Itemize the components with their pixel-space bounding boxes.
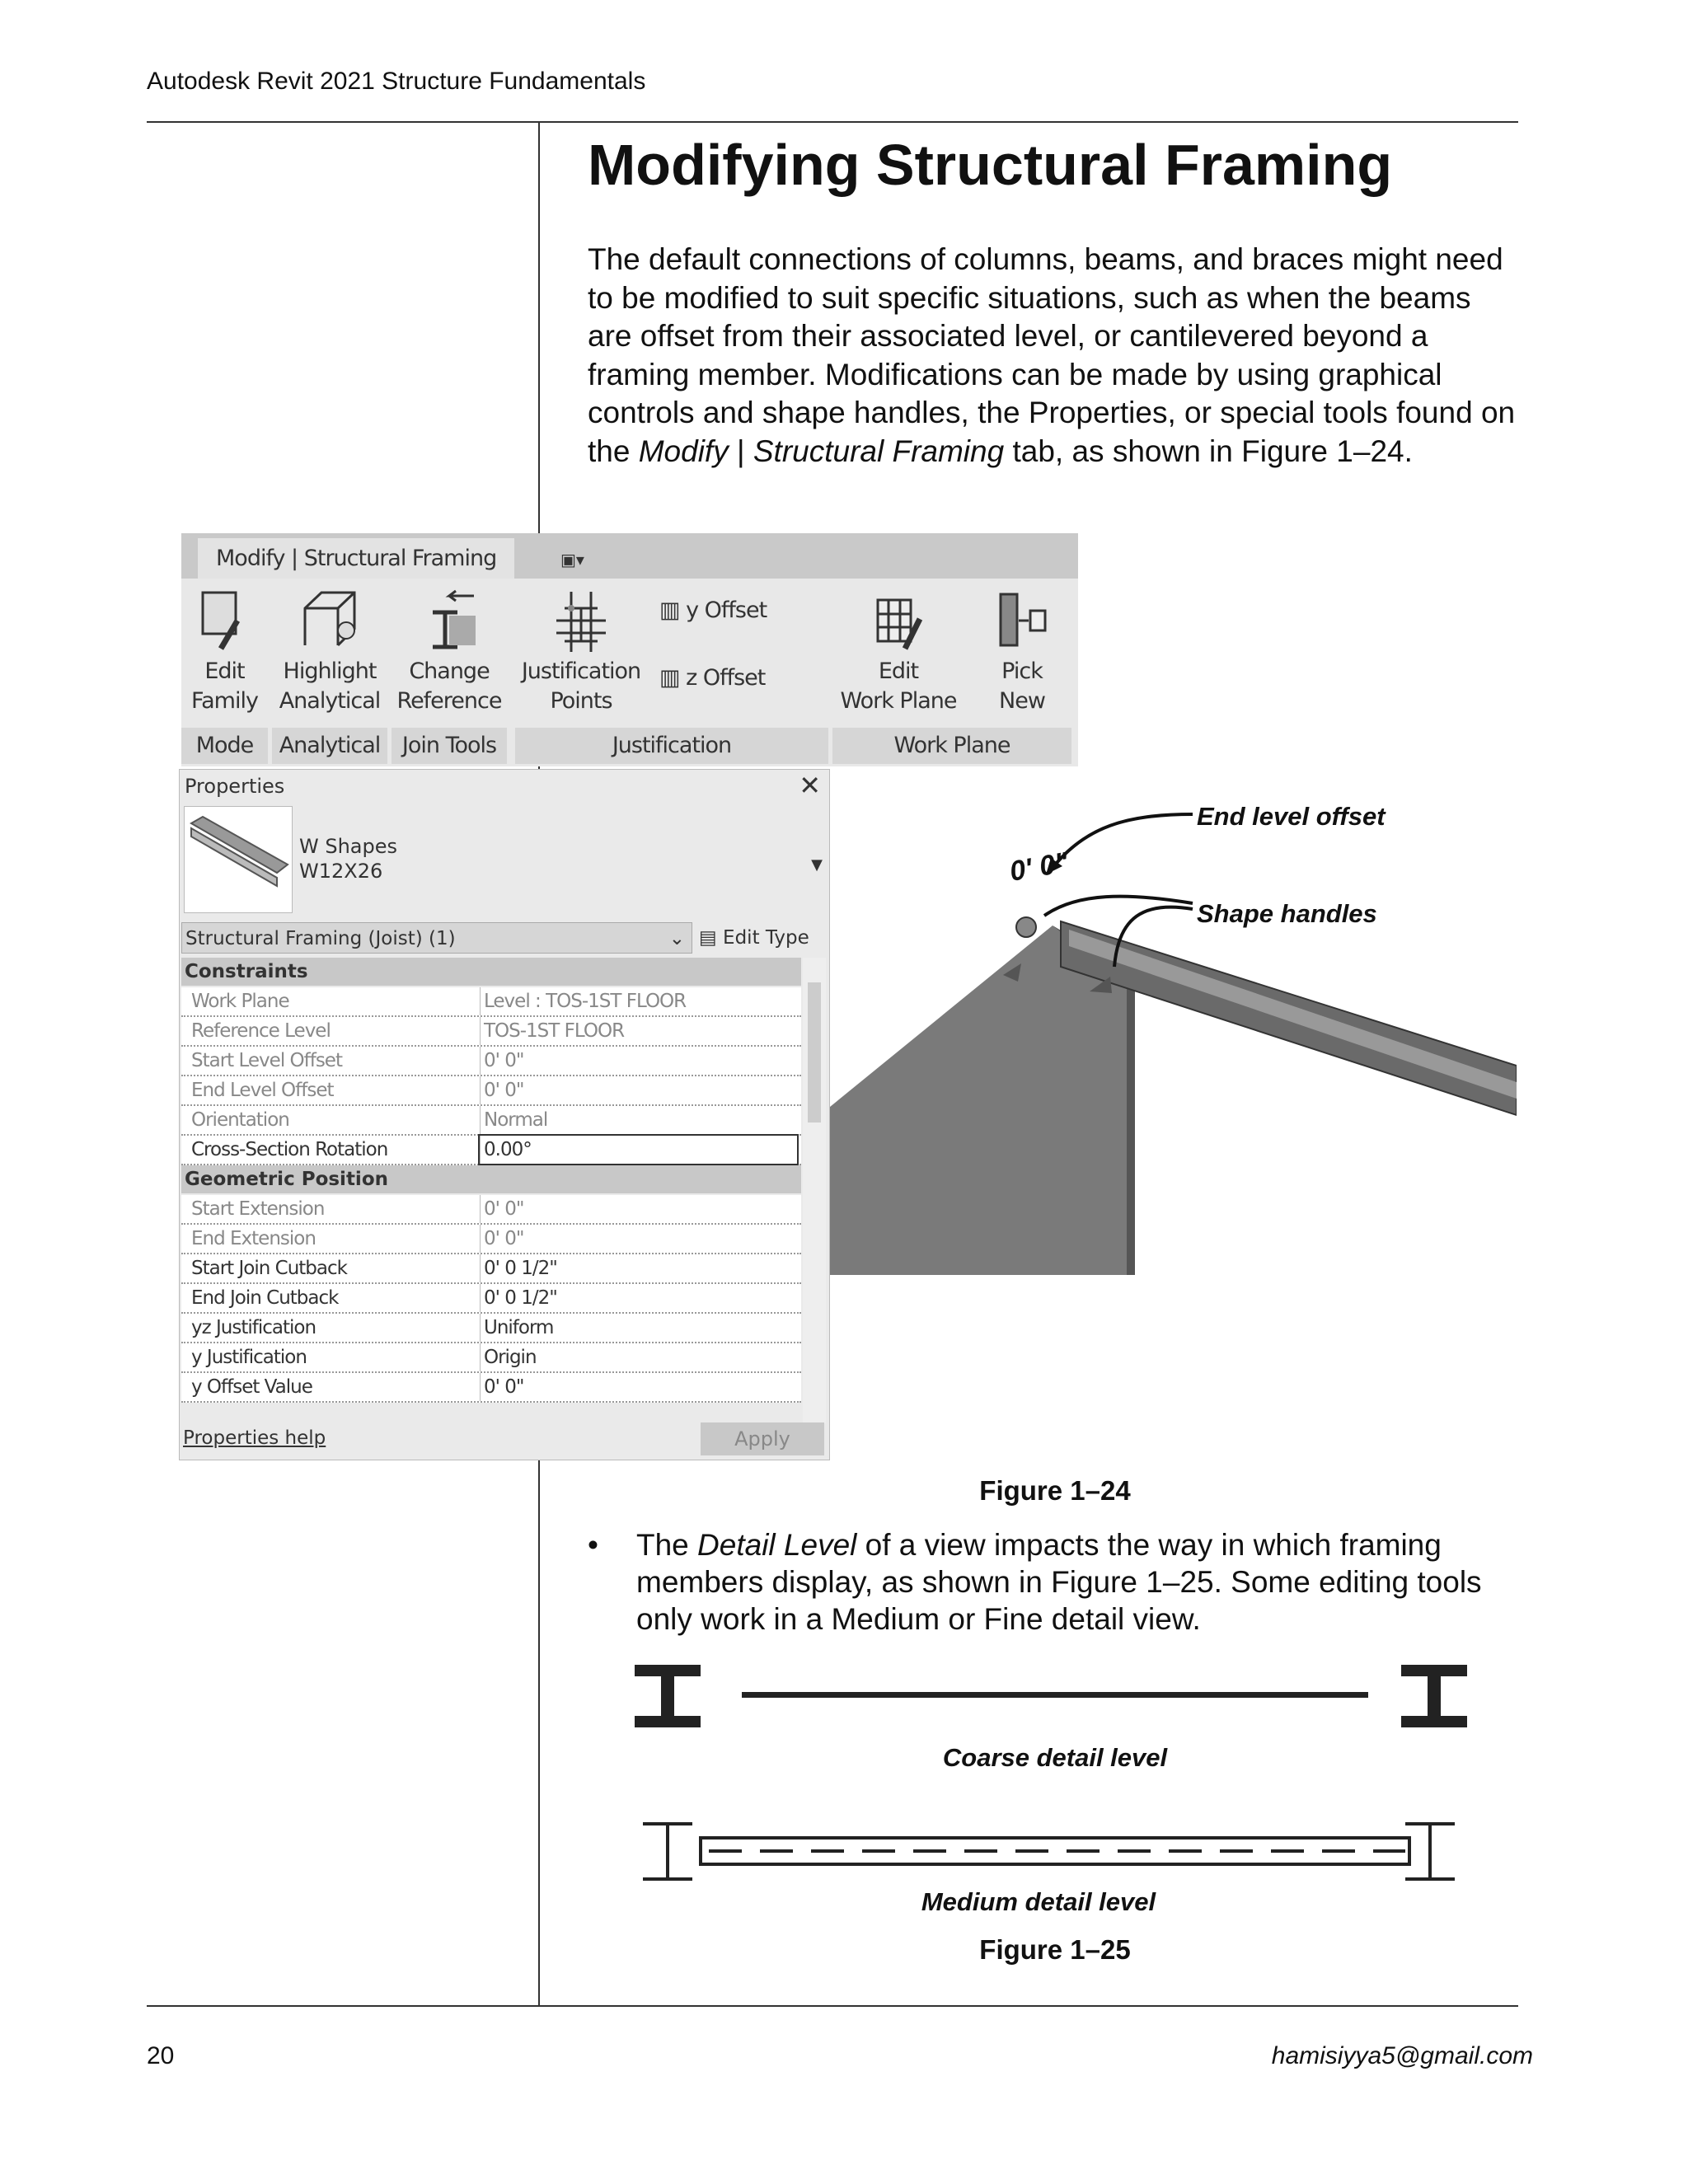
property-row[interactable]: [181, 1254, 801, 1284]
property-value[interactable]: Uniform: [480, 1314, 797, 1342]
tool-label: Justification: [521, 658, 641, 684]
tool-label: Highlight: [283, 658, 377, 684]
property-row[interactable]: [181, 1106, 801, 1136]
property-value[interactable]: 0.00°: [480, 1136, 797, 1164]
property-value[interactable]: 0' 0": [480, 1195, 797, 1223]
callout-shape-handles: Shape handles: [1197, 899, 1377, 928]
property-row[interactable]: [181, 1076, 801, 1106]
highlight-analytical-button[interactable]: [272, 583, 387, 723]
tab-modify-structural-framing[interactable]: Modify | Structural Framing: [198, 538, 514, 579]
edit-family-button[interactable]: [181, 583, 268, 723]
tool-label: Reference: [396, 688, 502, 714]
top-rule: [147, 121, 1518, 123]
property-value[interactable]: Origin: [480, 1343, 797, 1371]
panel-justification: Justification: [515, 728, 828, 764]
tool-label: Family: [191, 688, 258, 714]
property-row[interactable]: [181, 1373, 801, 1403]
type-preview-image: [184, 806, 293, 913]
properties-title: Properties: [185, 775, 285, 798]
property-name: Work Plane: [191, 991, 289, 1012]
bullet-em: Detail Level: [697, 1528, 857, 1562]
edit-family-icon: [196, 588, 254, 654]
y-offset-button[interactable]: ▥ y Offset: [659, 598, 767, 623]
tool-label: Pick: [1001, 658, 1043, 684]
intro-sep: |: [728, 434, 753, 468]
property-row[interactable]: [181, 1047, 801, 1076]
bottom-rule: [147, 2005, 1518, 2007]
property-row[interactable]: [181, 1284, 801, 1314]
property-name: Start Join Cutback: [191, 1258, 347, 1279]
intro-text: The default connections of columns, beams, and braces might need to be modified to suit specific situations, such as when the beams are offset from their associated level, or cantilevered beyond a framing member. Modifications can be made by using graphical controls and shape handles, the Properties, or special tools found on the: [588, 242, 1516, 468]
property-value[interactable]: Normal: [480, 1106, 797, 1134]
work-plane-icon: [865, 588, 931, 654]
property-name: Orientation: [191, 1109, 289, 1131]
coarse-beam: [635, 1665, 1467, 1727]
property-name: Start Level Offset: [191, 1050, 342, 1071]
bullet-text-end: of a view impacts the way in which framing members display, as shown in Figure 1–25. Some editing tools only work in a Medium or Fine detail view.: [636, 1528, 1482, 1636]
intro-text-end: tab, as shown in Figure 1–24.: [1004, 434, 1413, 468]
property-row[interactable]: [181, 1343, 801, 1373]
change-reference-button[interactable]: [392, 583, 507, 723]
property-row[interactable]: [181, 1225, 801, 1254]
justification-points-button[interactable]: [515, 583, 647, 723]
pick-new-button[interactable]: [973, 583, 1071, 723]
properties-palette: [179, 769, 830, 1460]
property-value[interactable]: 0' 0": [480, 1373, 797, 1401]
close-icon[interactable]: ✕: [799, 770, 821, 801]
bullet-text: The: [636, 1528, 698, 1562]
property-row[interactable]: [181, 1017, 801, 1047]
intro-em-modify: Modify: [638, 434, 729, 468]
tool-label: Edit: [878, 658, 919, 684]
edit-type-button[interactable]: [699, 922, 809, 954]
type-family: W Shapes: [299, 835, 398, 858]
property-row[interactable]: [181, 987, 801, 1017]
tool-label: z Offset: [686, 665, 766, 691]
3d-view: [830, 769, 1517, 1275]
figure-caption-1-24: Figure 1–24: [979, 1475, 1131, 1506]
property-name: Reference Level: [191, 1020, 331, 1042]
beam-3d-illustration: [830, 769, 1517, 1275]
callout-end-level-offset: End level offset: [1197, 802, 1386, 831]
tool-label: Analytical: [279, 688, 381, 714]
detail-level-figure: [626, 1657, 1484, 1896]
edit-type-icon: ▤: [699, 927, 724, 949]
ribbon-tabbar: [181, 533, 1078, 579]
property-row[interactable]: [181, 1314, 801, 1343]
panel-toggle-icon[interactable]: ▣▾: [560, 550, 584, 569]
change-reference-icon: [416, 588, 482, 654]
edit-work-plane-button[interactable]: [832, 583, 964, 723]
medium-label: Medium detail level: [921, 1887, 1156, 1916]
tool-label: Edit: [204, 658, 245, 684]
property-value[interactable]: 0' 0 1/2": [480, 1284, 797, 1312]
property-value[interactable]: TOS-1ST FLOOR: [480, 1017, 797, 1045]
justification-points-icon: [548, 588, 614, 654]
selector-value: Structural Framing (Joist) (1): [185, 928, 456, 949]
property-name: End Level Offset: [191, 1080, 334, 1101]
property-name: y Justification: [191, 1347, 307, 1368]
panel-analytical: Analytical: [272, 728, 387, 764]
figure-caption-1-25: Figure 1–25: [979, 1934, 1131, 1965]
property-name: End Extension: [191, 1228, 316, 1249]
dimension-text[interactable]: 0' 0": [1007, 846, 1071, 888]
running-header: Autodesk Revit 2021 Structure Fundamentals: [147, 68, 646, 95]
bullet-icon: •: [588, 1528, 598, 1562]
chevron-down-icon: ⌄: [668, 928, 685, 949]
z-offset-button[interactable]: ▥ z Offset: [659, 665, 766, 691]
property-name: y Offset Value: [191, 1376, 312, 1398]
type-dropdown-icon[interactable]: ▼: [811, 856, 823, 874]
panel-mode: Mode: [181, 728, 268, 764]
property-row[interactable]: [181, 1195, 801, 1225]
highlight-analytical-icon: [297, 588, 363, 654]
type-name: W12X26: [299, 860, 383, 883]
tool-label: Change: [409, 658, 490, 684]
intro-paragraph: [588, 241, 1519, 471]
apply-button[interactable]: Apply: [701, 1422, 824, 1455]
property-name: Start Extension: [191, 1198, 325, 1220]
section-title: Modifying Structural Framing: [588, 133, 1393, 197]
panel-join-tools: Join Tools: [392, 728, 507, 764]
property-name: Cross-Section Rotation: [191, 1139, 388, 1160]
panel-work-plane: Work Plane: [832, 728, 1071, 764]
property-value[interactable]: 0' 0": [480, 1076, 797, 1104]
tool-label: New: [999, 688, 1045, 714]
page-number: 20: [147, 2042, 175, 2069]
coarse-label: Coarse detail level: [942, 1743, 1168, 1772]
property-value[interactable]: 0' 0 1/2": [480, 1254, 797, 1282]
footer-email: hamisiyya5@gmail.com: [1271, 2042, 1533, 2069]
property-group-header[interactable]: Geometric Position: [181, 1165, 801, 1193]
property-value[interactable]: 0' 0": [480, 1225, 797, 1253]
properties-scrollbar[interactable]: [803, 958, 826, 1423]
property-value[interactable]: Level : TOS-1ST FLOOR: [480, 987, 797, 1015]
property-group-header[interactable]: Constraints: [181, 958, 801, 986]
instance-filter-dropdown[interactable]: [181, 922, 692, 954]
property-name: yz Justification: [191, 1317, 316, 1338]
property-name: End Join Cutback: [191, 1287, 339, 1309]
properties-help-link[interactable]: Properties help: [183, 1427, 326, 1449]
property-row[interactable]: [181, 1136, 801, 1165]
tool-label: Work Plane: [840, 688, 957, 714]
tool-label: y Offset: [686, 598, 767, 623]
ribbon: [181, 533, 1078, 766]
property-value[interactable]: 0' 0": [480, 1047, 797, 1075]
type-selector[interactable]: [299, 834, 397, 883]
medium-beam: [643, 1824, 1455, 1879]
edit-type-label: Edit Type: [723, 927, 809, 949]
intro-em-framing: Structural Framing: [753, 434, 1005, 468]
pick-new-icon: [989, 588, 1055, 654]
tool-label: Points: [550, 688, 612, 714]
